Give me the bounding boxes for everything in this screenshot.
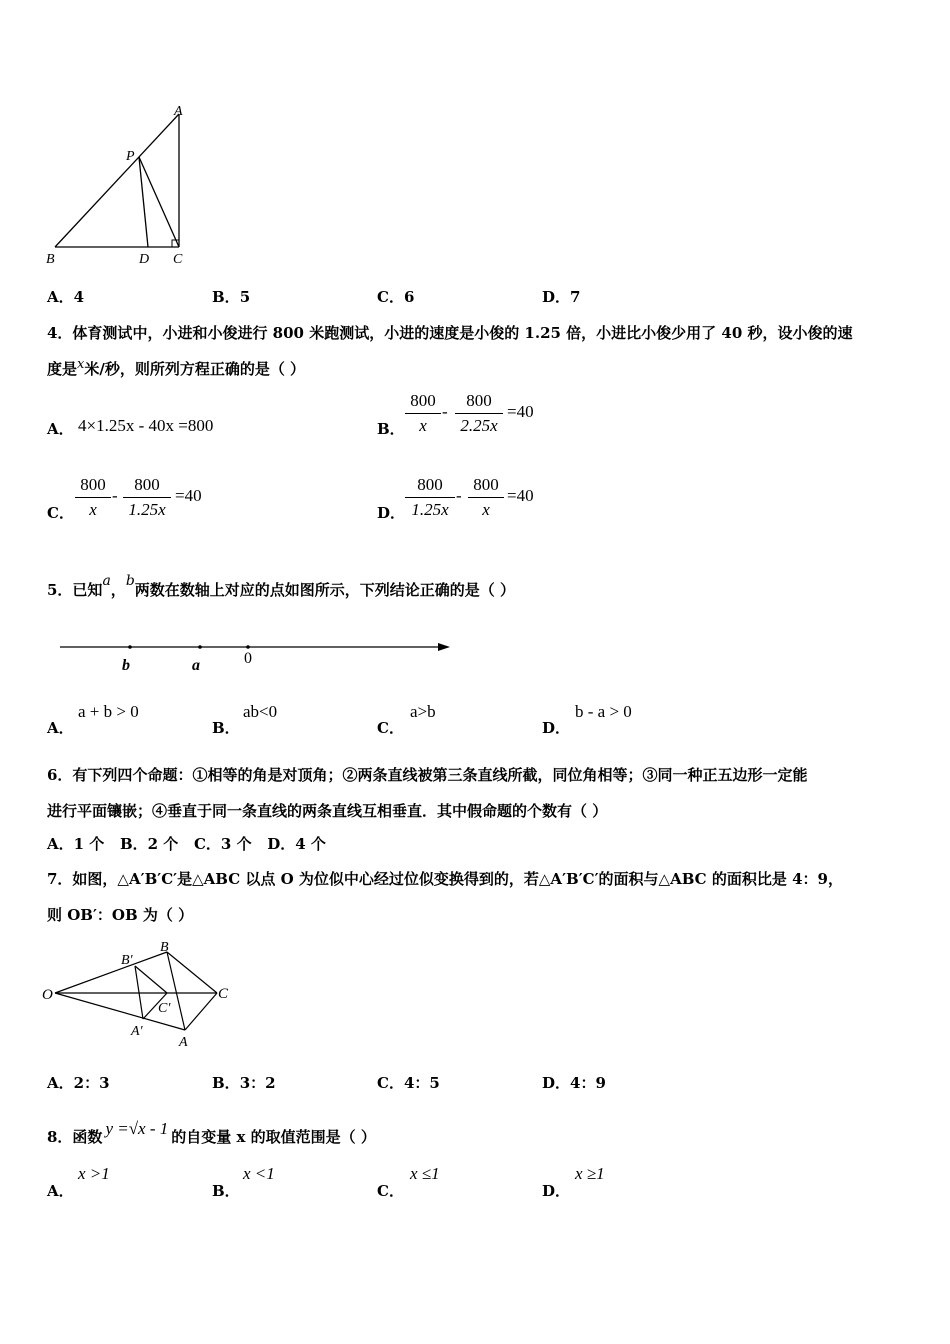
q4-option-b-frac1 bbox=[405, 391, 441, 436]
q3-option-b-label: B． bbox=[212, 288, 240, 306]
q4-b-rhs: =40 bbox=[507, 402, 534, 421]
q3-option-d-value: 7 bbox=[570, 288, 581, 306]
q8-option-a-label[interactable]: A． bbox=[47, 1182, 74, 1200]
q7-option-c-value: 4：5 bbox=[403, 1074, 440, 1092]
q7-option-d-label: D． bbox=[542, 1074, 571, 1092]
q4-option-b-label[interactable]: B． bbox=[377, 420, 405, 438]
q3-label-c: C bbox=[173, 252, 183, 267]
q5-option-c-label[interactable]: C． bbox=[377, 719, 404, 737]
q4-option-c-frac2 bbox=[123, 475, 171, 520]
q4-d-den1: 1.25x bbox=[411, 500, 449, 519]
q5-option-b-value: ab<0 bbox=[243, 702, 278, 721]
q4-option-a-label[interactable]: A． bbox=[47, 420, 74, 438]
q4-option-a-expr: 4×1.25x - 40x =800 bbox=[78, 416, 214, 435]
q6-options[interactable]: A．1 个 B．2 个 C．3 个 D．4 个 bbox=[47, 835, 326, 853]
q8-option-c-value: x ≤1 bbox=[410, 1164, 440, 1183]
q7-option-a-value: 2：3 bbox=[73, 1074, 110, 1092]
q4-b-den2: 2.25x bbox=[460, 416, 498, 435]
q4-stem-line2-a: 度是 bbox=[47, 360, 78, 378]
q4-option-d-frac1 bbox=[405, 475, 455, 520]
q5-axis-zero: 0 bbox=[244, 650, 252, 667]
q5-option-b-label[interactable]: B． bbox=[212, 719, 240, 737]
q7-label-b1: B′ bbox=[121, 953, 133, 968]
q7-option-d-value: 4：9 bbox=[570, 1074, 606, 1092]
q6-stem-line1: 6．有下列四个命题：①相等的角是对顶角；②两条直线被第三条直线所截，同位角相等；③同一种正五边形一定能 bbox=[47, 766, 808, 784]
q7-label-a: A bbox=[179, 1035, 188, 1050]
q7-option-d[interactable] bbox=[542, 1072, 606, 1093]
q4-stem-line2 bbox=[47, 357, 305, 379]
q5-axis-b: b bbox=[122, 657, 130, 674]
q4-option-d-label[interactable]: D． bbox=[377, 504, 406, 522]
q4-c-num1: 800 bbox=[75, 475, 111, 498]
q4-stem-line1: 4．体育测试中，小进和小俊进行 800 米跑测试，小进的速度是小俊的 1.25 倍，小进比小俊少用了 40 秒，设小俊的速 bbox=[47, 324, 853, 342]
q3-option-d-label: D． bbox=[542, 288, 571, 306]
q5-suffix: 两数在数轴上对应的点如图所示，下列结论正确的是（ ） bbox=[134, 581, 516, 599]
q7-label-b: B bbox=[160, 940, 169, 955]
q7-stem-line1: 7．如图，△A′B′C′是△ABC 以点 O 为位似中心经过位似变换得到的，若△A′B′C′的面积与△ABC 的面积比是 4：9， bbox=[47, 870, 843, 888]
q4-b-minus: - bbox=[442, 402, 448, 421]
q4-d-den2: x bbox=[482, 500, 490, 519]
q3-option-c-label: C． bbox=[377, 288, 404, 306]
q3-option-a[interactable] bbox=[47, 286, 84, 307]
q6-stem-line2: 进行平面镶嵌；④垂直于同一条直线的两条直线互相垂直．其中假命题的个数有（ ） bbox=[47, 802, 608, 820]
q7-similarity-figure bbox=[40, 938, 240, 1053]
q3-option-b-value: 5 bbox=[239, 288, 251, 306]
q3-option-c-value: 6 bbox=[403, 288, 415, 306]
q7-option-b[interactable] bbox=[212, 1072, 276, 1093]
q8-option-d-value: x ≥1 bbox=[575, 1164, 605, 1183]
q7-option-b-value: 3：2 bbox=[239, 1074, 276, 1092]
q7-option-c[interactable] bbox=[377, 1072, 440, 1093]
q8-suffix: 的自变量 x 的取值范围是（ ） bbox=[171, 1128, 376, 1146]
q4-var-x: x bbox=[77, 357, 85, 372]
q3-label-b: B bbox=[46, 252, 55, 267]
q3-triangle-figure bbox=[40, 100, 200, 270]
q4-d-num2: 800 bbox=[468, 475, 504, 498]
q5-var-a: a bbox=[102, 573, 111, 589]
q4-option-c-label[interactable]: C． bbox=[47, 504, 74, 522]
q4-c-minus: - bbox=[112, 486, 118, 505]
q3-option-a-value: 4 bbox=[73, 288, 85, 306]
q3-option-a-label: A． bbox=[47, 288, 74, 306]
q3-option-b[interactable] bbox=[212, 286, 250, 307]
q5-option-d-label[interactable]: D． bbox=[542, 719, 571, 737]
q7-stem-line2: 则 OB′：OB 为（ ） bbox=[47, 906, 194, 924]
q5-stem bbox=[47, 573, 515, 600]
q5-option-c-value: a>b bbox=[410, 702, 436, 721]
q8-option-c-label[interactable]: C． bbox=[377, 1182, 404, 1200]
q5-var-b: b bbox=[125, 573, 135, 589]
q4-option-b-frac2 bbox=[455, 391, 503, 436]
q4-b-num2: 800 bbox=[455, 391, 503, 414]
q5-prefix: 5．已知 bbox=[47, 581, 103, 599]
q4-c-den1: x bbox=[89, 500, 97, 519]
q7-option-a-label: A． bbox=[47, 1074, 74, 1092]
q4-c-den2: 1.25x bbox=[128, 500, 166, 519]
q8-option-a-value: x >1 bbox=[78, 1164, 110, 1183]
q8-option-d-label[interactable]: D． bbox=[542, 1182, 571, 1200]
q3-label-p: P bbox=[126, 149, 135, 164]
q8-option-b-value: x <1 bbox=[243, 1164, 275, 1183]
q5-option-a-label[interactable]: A． bbox=[47, 719, 74, 737]
q4-d-rhs: =40 bbox=[507, 486, 534, 505]
q7-label-c1: C′ bbox=[158, 1001, 171, 1016]
q4-option-d-frac2 bbox=[468, 475, 504, 520]
q7-option-a[interactable] bbox=[47, 1072, 110, 1093]
q7-label-a1: A′ bbox=[131, 1024, 143, 1039]
q4-b-num1: 800 bbox=[405, 391, 441, 414]
q7-label-c: C bbox=[218, 986, 229, 1002]
q8-function: y =√x - 1 bbox=[105, 1119, 169, 1138]
q7-option-c-label: C． bbox=[377, 1074, 404, 1092]
q5-comma: ， bbox=[110, 581, 126, 599]
q5-number-line bbox=[55, 632, 455, 677]
q4-b-den1: x bbox=[419, 416, 427, 435]
q3-label-d: D bbox=[139, 252, 150, 267]
q5-option-d-value: b - a > 0 bbox=[575, 702, 632, 721]
q7-label-o: O bbox=[42, 987, 53, 1003]
q4-d-num1: 800 bbox=[405, 475, 455, 498]
q8-option-b-label[interactable]: B． bbox=[212, 1182, 240, 1200]
q3-label-a: A bbox=[174, 104, 183, 119]
q4-c-num2: 800 bbox=[123, 475, 171, 498]
q3-option-c[interactable] bbox=[377, 286, 414, 307]
q4-c-rhs: =40 bbox=[175, 486, 202, 505]
q7-option-b-label: B． bbox=[212, 1074, 240, 1092]
q5-option-a-value: a + b > 0 bbox=[78, 702, 139, 721]
q3-option-d[interactable] bbox=[542, 286, 580, 307]
q4-d-minus: - bbox=[456, 486, 462, 505]
q4-stem-line2-b: 米/秒，则所列方程正确的是（ ） bbox=[84, 360, 306, 378]
q8-prefix: 8．函数 bbox=[47, 1128, 103, 1146]
q8-stem bbox=[47, 1119, 376, 1147]
q5-axis-a: a bbox=[192, 657, 200, 674]
q4-option-c-frac1 bbox=[75, 475, 111, 520]
